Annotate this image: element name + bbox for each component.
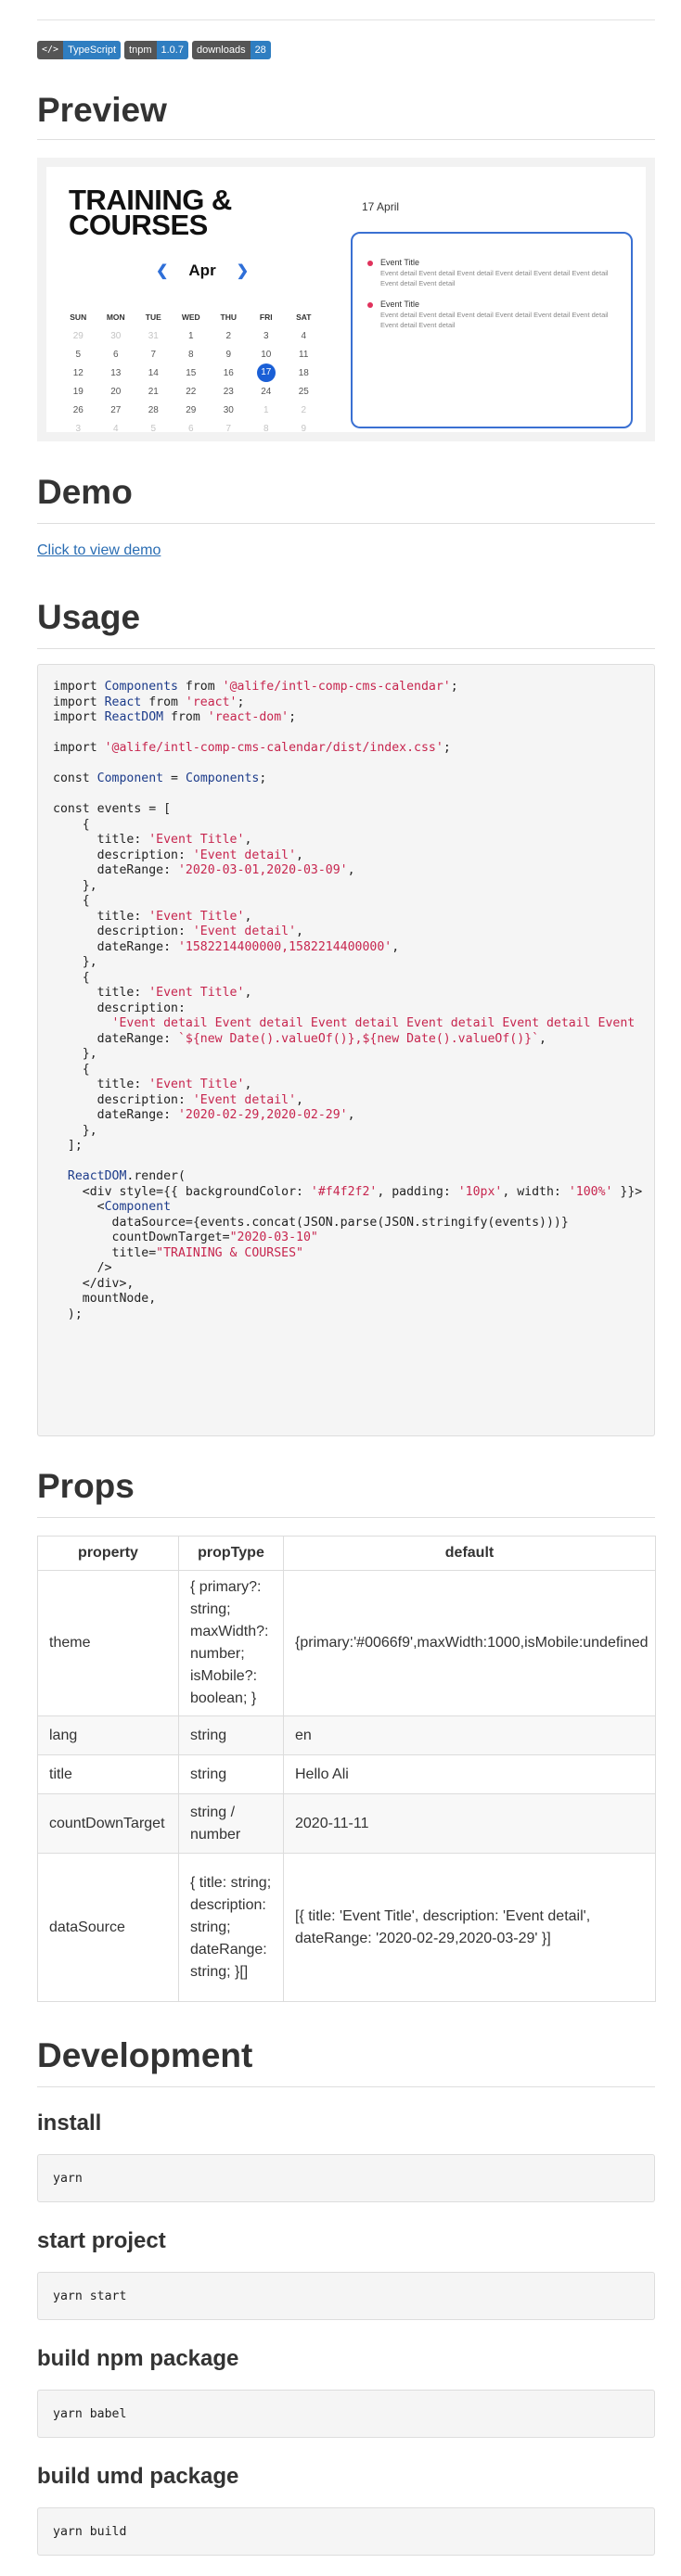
event-item[interactable] [367, 300, 622, 330]
code-line: description: 'Event detail', [53, 848, 303, 862]
weekday-header [59, 308, 323, 326]
property-cell: title [38, 1755, 179, 1794]
code-line: ); [53, 1307, 83, 1321]
calendar-day[interactable]: 30 [223, 404, 234, 415]
badge-label: </> [37, 41, 63, 59]
code-line: ]; [53, 1139, 83, 1153]
badge-row [37, 41, 271, 59]
calendar-week-row [59, 382, 323, 401]
column-header: property [38, 1537, 179, 1571]
weekday-label: FRI [259, 312, 273, 322]
code-line: dateRange: '2020-03-01,2020-03-09', [53, 863, 355, 877]
code-line: { [53, 1062, 90, 1077]
calendar-day[interactable]: 7 [225, 423, 232, 434]
code-line: dateRange: '1582214400000,1582214400000', [53, 939, 400, 954]
usage-code-block [37, 664, 655, 1436]
code-line: </div>, [53, 1276, 135, 1291]
calendar-weeks [59, 326, 323, 438]
proptype-cell: string [179, 1716, 284, 1755]
typescript-badge[interactable] [37, 41, 121, 59]
weekday-label: SAT [296, 312, 312, 322]
code-line [53, 757, 639, 772]
selected-date-label: 17 April [362, 200, 400, 213]
code-line: }, [53, 1123, 97, 1138]
code-line: { [53, 894, 90, 908]
code-line: dateRange: `${new Date().valueOf()},${new Date().valueOf()}`, [53, 1031, 546, 1046]
code-line: const Component = Components; [53, 772, 267, 785]
badge-value: 1.0.7 [157, 41, 188, 59]
weekday-label: WED [181, 312, 200, 322]
view-demo-link[interactable]: Click to view demo [37, 542, 161, 558]
code-line: description: 'Event detail', [53, 925, 303, 938]
code-line [53, 726, 639, 742]
install-command: yarn [37, 2154, 655, 2202]
column-header: propType [179, 1537, 284, 1571]
event-title: Event Title [380, 300, 420, 309]
calendar-day[interactable]: 20 [110, 386, 122, 397]
calendar-day[interactable]: 3 [75, 423, 82, 434]
code-line: countDownTarget="2020-03-10" [53, 1231, 318, 1244]
calendar-week-row [59, 363, 323, 382]
current-month: Apr [188, 261, 216, 279]
calendar-day[interactable]: 9 [301, 423, 307, 434]
heading-divider [37, 1517, 655, 1518]
code-line: import ReactDOM from 'react-dom'; [53, 710, 297, 724]
property-cell: theme [38, 1571, 179, 1716]
calendar-day[interactable]: 6 [187, 423, 194, 434]
proptype-cell: { primary?: string; maxWidth?: number; isMobile?: boolean; } [179, 1571, 284, 1716]
calendar-day[interactable]: 18 [298, 367, 309, 378]
code-line: }, [53, 878, 97, 893]
code-line: 'Event detail Event detail Event detail Event detail Event detail Event [111, 1016, 636, 1030]
code-line: }, [53, 955, 97, 969]
calendar-day[interactable]: 4 [112, 423, 119, 434]
code-line: ReactDOM.render( [67, 1169, 186, 1183]
month-navigation [156, 261, 249, 280]
calendar-week-row [59, 345, 323, 363]
calendar-day[interactable]: 11 [299, 349, 309, 360]
calendar-week-row [59, 419, 323, 438]
calendar-day[interactable]: 9 [225, 349, 232, 360]
calendar-day[interactable]: 16 [223, 367, 234, 378]
badge-label: downloads [192, 41, 251, 59]
calendar-day[interactable]: 29 [186, 404, 197, 415]
table-row [38, 1571, 656, 1716]
table-row [38, 1794, 656, 1854]
weekday-label: SUN [70, 312, 87, 322]
column-header: default [284, 1537, 656, 1571]
default-cell: Hello Ali [284, 1755, 656, 1794]
heading-divider [37, 523, 655, 524]
calendar-day[interactable]: 7 [150, 349, 157, 360]
calendar-day[interactable]: 23 [223, 386, 234, 397]
build-umd-heading: build umd package [37, 2464, 239, 2489]
code-line: import React from 'react'; [53, 695, 245, 709]
preview-heading: Preview [37, 91, 167, 129]
default-cell: [{ title: 'Event Title', description: 'Event detail', dateRange: '2020-02-29,2020-03-29' }] [284, 1854, 656, 2002]
calendar-day[interactable]: 28 [148, 404, 159, 415]
code-line: mountNode, [53, 1292, 157, 1306]
table-row [38, 1716, 656, 1755]
code-line: import '@alife/intl-comp-cms-calendar/dist/index.css'; [53, 741, 451, 755]
proptype-cell: string / number [179, 1794, 284, 1854]
calendar-day[interactable]: 5 [75, 349, 82, 360]
start-project-heading: start project [37, 2228, 166, 2253]
calendar-day[interactable]: 8 [187, 349, 194, 360]
property-cell: dataSource [38, 1854, 179, 2002]
props-table [37, 1536, 656, 2002]
calendar-day[interactable]: 4 [301, 330, 307, 341]
code-line: { [53, 817, 90, 832]
table-row [38, 1854, 656, 2002]
proptype-cell: string [179, 1755, 284, 1794]
badge-value: TypeScript [63, 41, 121, 59]
weekday-label: TUE [145, 312, 161, 322]
development-heading: Development [37, 2036, 253, 2074]
code-line: { [53, 970, 90, 985]
start-command: yarn start [37, 2272, 655, 2320]
calendar-day[interactable]: 22 [186, 386, 197, 397]
calendar-day[interactable]: 29 [72, 330, 84, 341]
event-detail: Event detail Event detail Event detail Event detail Event detail Event detail Event detail Event detail [380, 269, 609, 287]
default-cell: {primary:'#0066f9',maxWidth:1000,isMobile:undefined [284, 1571, 656, 1716]
usage-heading: Usage [37, 598, 141, 636]
calendar-day[interactable]: 27 [110, 404, 122, 415]
install-heading: install [37, 2111, 102, 2136]
chevron-right-icon[interactable]: ❯ [236, 263, 250, 279]
calendar-title: TRAINING & COURSES [69, 184, 232, 241]
calendar-day[interactable]: 26 [72, 404, 84, 415]
table-row [38, 1755, 656, 1794]
calendar-day[interactable]: 8 [263, 423, 269, 434]
preview-image [37, 158, 655, 441]
code-line: title="TRAINING & COURSES" [53, 1245, 303, 1260]
code-content [38, 665, 654, 1337]
calendar-day[interactable]: 2 [301, 404, 307, 415]
badge-value: 28 [251, 41, 271, 59]
calendar-day[interactable]: 19 [72, 386, 84, 397]
downloads-badge[interactable] [192, 41, 271, 59]
code-line: title: 'Event Title', [53, 1078, 252, 1091]
event-detail: Event detail Event detail Event detail Event detail Event detail Event detail Event detail Event detail [380, 311, 609, 329]
calendar-day[interactable]: 6 [112, 349, 119, 360]
heading-divider [37, 648, 655, 649]
calendar-day[interactable]: 3 [263, 330, 269, 341]
calendar-day[interactable]: 13 [110, 367, 122, 378]
chevron-left-icon[interactable]: ❮ [156, 263, 169, 279]
props-heading: Props [37, 1467, 135, 1505]
calendar-grid [59, 308, 323, 438]
calendar-day[interactable]: 5 [150, 423, 157, 434]
code-line: title: 'Event Title', [53, 909, 252, 924]
code-line [53, 787, 639, 803]
calendar-week-row [59, 326, 323, 345]
calendar-widget [46, 167, 646, 432]
calendar-week-row [59, 401, 323, 419]
heading-divider [37, 2086, 655, 2087]
calendar-day[interactable]: 14 [148, 367, 159, 378]
code-line: title: 'Event Title', [53, 986, 252, 1000]
code-line: dataSource={events.concat(JSON.parse(JSON.stringify(events)))} [53, 1215, 569, 1230]
code-line: description: 'Event detail', [53, 1092, 303, 1107]
weekday-label: MON [106, 312, 125, 322]
code-line: <Component [53, 1200, 172, 1214]
property-cell: countDownTarget [38, 1794, 179, 1854]
build-umd-command: yarn build [37, 2507, 655, 2556]
weekday-label: THU [220, 312, 237, 322]
calendar-day[interactable]: 10 [261, 349, 272, 360]
event-title: Event Title [380, 258, 420, 267]
demo-heading: Demo [37, 473, 133, 511]
tnpm-version-badge[interactable] [124, 41, 188, 59]
event-panel [351, 232, 633, 428]
property-cell: lang [38, 1716, 179, 1755]
table-header-row [38, 1537, 656, 1571]
calendar-day[interactable]: 25 [298, 386, 309, 397]
calendar-day[interactable]: 15 [186, 367, 197, 378]
calendar-day[interactable]: 2 [225, 330, 232, 341]
code-line: const events = [ [53, 802, 172, 816]
event-dot-icon [367, 261, 373, 266]
calendar-day[interactable]: 24 [261, 386, 272, 397]
code-line: description: [53, 1001, 186, 1015]
calendar-day[interactable]: 31 [148, 330, 159, 341]
calendar-day[interactable]: 1 [263, 404, 269, 415]
default-cell: 2020-11-11 [284, 1794, 656, 1854]
badge-label: tnpm [124, 41, 156, 59]
build-npm-command: yarn babel [37, 2390, 655, 2438]
event-dot-icon [367, 302, 373, 308]
calendar-day[interactable]: 21 [148, 386, 159, 397]
code-line [53, 1154, 639, 1170]
code-line: import Components from '@alife/intl-comp-cms-calendar'; [53, 680, 458, 694]
proptype-cell: { title: string; description: string; dateRange: string; }[] [179, 1854, 284, 2002]
calendar-day[interactable]: 1 [187, 330, 194, 341]
code-line: <div style={{ backgroundColor: '#f4f2f2', padding: '10px', width: '100%' }}> [53, 1184, 643, 1199]
top-divider [37, 19, 655, 20]
code-line: dateRange: '2020-02-29,2020-02-29', [53, 1108, 355, 1122]
default-cell: en [284, 1716, 656, 1755]
build-npm-heading: build npm package [37, 2346, 239, 2371]
code-line: title: 'Event Title', [53, 833, 252, 847]
calendar-day[interactable]: 17 [248, 363, 286, 382]
code-line: /> [53, 1261, 112, 1275]
calendar-day[interactable]: 12 [72, 367, 84, 378]
heading-divider [37, 139, 655, 140]
event-item[interactable] [367, 258, 622, 288]
code-line: }, [53, 1047, 97, 1061]
calendar-day[interactable]: 30 [110, 330, 122, 341]
